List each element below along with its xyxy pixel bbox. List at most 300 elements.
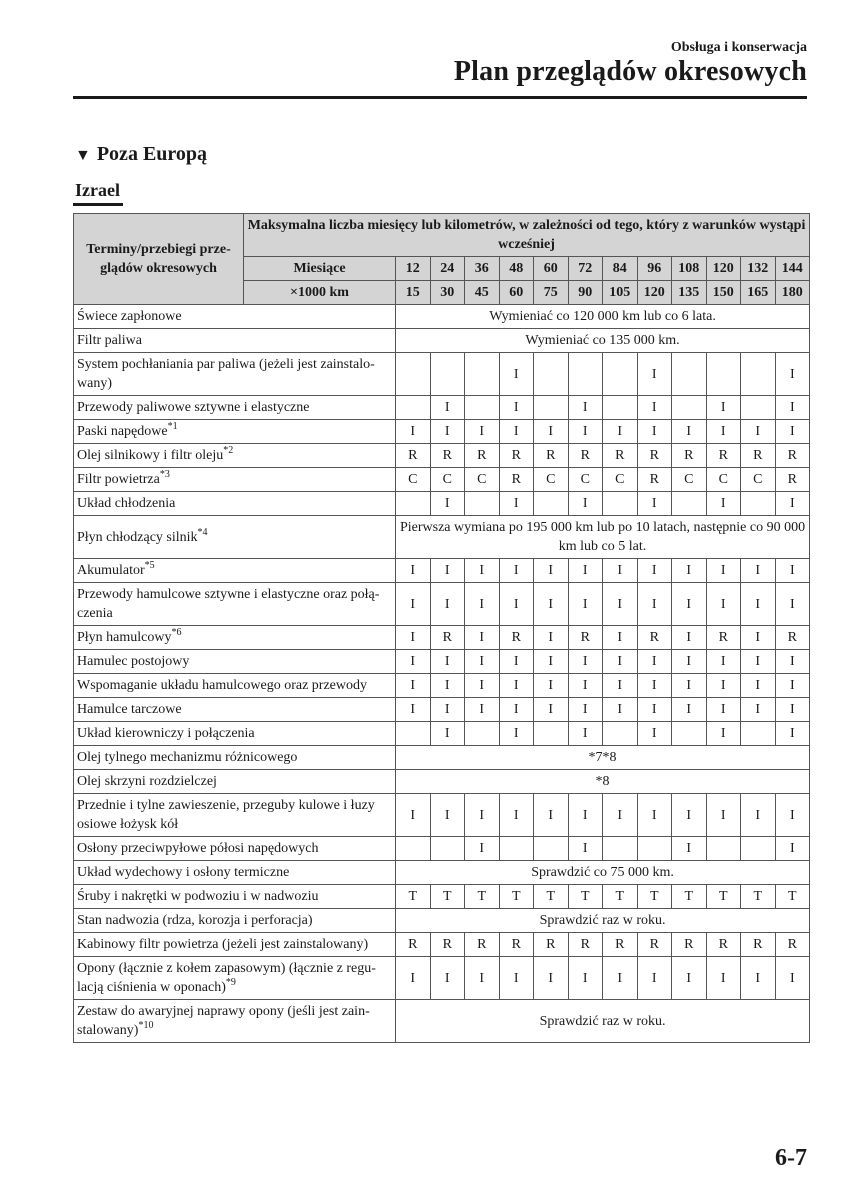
action-cell bbox=[672, 396, 707, 420]
action-cell: I bbox=[706, 957, 741, 1000]
km-header: 15 bbox=[396, 281, 431, 305]
table-row bbox=[74, 698, 810, 722]
action-cell: I bbox=[741, 674, 776, 698]
action-cell: T bbox=[706, 885, 741, 909]
action-cell: R bbox=[706, 444, 741, 468]
action-cell bbox=[396, 353, 431, 396]
km-header: 60 bbox=[499, 281, 534, 305]
action-cell: I bbox=[741, 698, 776, 722]
action-cell: I bbox=[637, 353, 672, 396]
action-cell: I bbox=[396, 698, 431, 722]
action-cell: I bbox=[499, 353, 534, 396]
action-cell bbox=[465, 353, 500, 396]
table-row bbox=[74, 353, 810, 396]
item-label: Kabinowy filtr powietrza (jeżeli jest zainstalowany) bbox=[77, 937, 369, 952]
table-row bbox=[74, 444, 810, 468]
action-cell bbox=[499, 837, 534, 861]
action-cell: R bbox=[741, 933, 776, 957]
action-cell: I bbox=[396, 583, 431, 626]
table-body bbox=[74, 305, 810, 1043]
action-cell bbox=[603, 396, 638, 420]
action-cell bbox=[741, 722, 776, 746]
action-cell: I bbox=[741, 794, 776, 837]
action-cell bbox=[465, 492, 500, 516]
month-header: 120 bbox=[706, 257, 741, 281]
action-cell: I bbox=[775, 837, 810, 861]
action-cell: I bbox=[499, 957, 534, 1000]
action-cell bbox=[465, 396, 500, 420]
item-label: Świece zapłonowe bbox=[77, 309, 182, 324]
action-cell: C bbox=[465, 468, 500, 492]
action-cell: C bbox=[568, 468, 603, 492]
action-cell: R bbox=[741, 444, 776, 468]
action-cell: I bbox=[568, 722, 603, 746]
action-cell bbox=[741, 837, 776, 861]
action-cell: I bbox=[775, 492, 810, 516]
action-cell bbox=[465, 722, 500, 746]
action-cell: R bbox=[396, 933, 431, 957]
item-label: Osłony przeciwpyłowe półosi napędowych bbox=[77, 841, 319, 856]
item-label: Śruby i nakrętki w podwoziu i w nadwoziu bbox=[77, 889, 319, 904]
action-cell: I bbox=[603, 650, 638, 674]
item-label: Hamulce tarczowe bbox=[77, 702, 182, 717]
action-cell: I bbox=[706, 794, 741, 837]
action-cell: I bbox=[430, 583, 465, 626]
table-row bbox=[74, 746, 810, 770]
action-cell bbox=[396, 722, 431, 746]
item-cell bbox=[74, 420, 396, 444]
action-cell: C bbox=[741, 468, 776, 492]
action-cell: T bbox=[568, 885, 603, 909]
footnote-ref: *2 bbox=[223, 445, 234, 456]
month-header: 132 bbox=[741, 257, 776, 281]
action-cell bbox=[534, 353, 569, 396]
item-label: Płyn hamulcowy bbox=[77, 630, 172, 645]
item-cell bbox=[74, 957, 396, 1000]
item-cell bbox=[74, 746, 396, 770]
action-cell: I bbox=[637, 722, 672, 746]
action-cell: R bbox=[534, 933, 569, 957]
action-cell: I bbox=[568, 674, 603, 698]
action-cell bbox=[396, 837, 431, 861]
action-cell: I bbox=[430, 722, 465, 746]
action-cell: I bbox=[672, 698, 707, 722]
action-cell: I bbox=[603, 420, 638, 444]
action-cell bbox=[396, 396, 431, 420]
region-heading: Izrael bbox=[75, 180, 120, 200]
action-cell: R bbox=[637, 933, 672, 957]
action-cell bbox=[637, 837, 672, 861]
item-cell bbox=[74, 770, 396, 794]
action-cell: T bbox=[741, 885, 776, 909]
table-row bbox=[74, 674, 810, 698]
action-cell: I bbox=[706, 396, 741, 420]
item-cell bbox=[74, 492, 396, 516]
action-cell: I bbox=[603, 559, 638, 583]
item-cell bbox=[74, 698, 396, 722]
action-cell: I bbox=[775, 420, 810, 444]
action-cell: I bbox=[637, 420, 672, 444]
item-label: Olej skrzyni rozdzielczej bbox=[77, 774, 217, 789]
table-header bbox=[74, 214, 810, 305]
action-cell: C bbox=[396, 468, 431, 492]
action-cell: I bbox=[741, 650, 776, 674]
item-label: Hamulec postojowy bbox=[77, 654, 190, 669]
km-header: 75 bbox=[534, 281, 569, 305]
action-cell: I bbox=[499, 492, 534, 516]
action-cell: I bbox=[637, 492, 672, 516]
item-cell bbox=[74, 722, 396, 746]
action-cell: I bbox=[706, 420, 741, 444]
action-cell: R bbox=[672, 933, 707, 957]
action-cell: T bbox=[534, 885, 569, 909]
action-cell: I bbox=[465, 698, 500, 722]
item-label: Wspomaganie układu hamulcowego oraz przewody bbox=[77, 678, 368, 693]
item-cell bbox=[74, 794, 396, 837]
action-cell: I bbox=[775, 674, 810, 698]
action-cell: I bbox=[465, 626, 500, 650]
action-cell: I bbox=[775, 698, 810, 722]
action-cell bbox=[534, 492, 569, 516]
action-cell: I bbox=[534, 957, 569, 1000]
action-cell: I bbox=[603, 794, 638, 837]
action-cell: R bbox=[637, 626, 672, 650]
action-cell: I bbox=[775, 722, 810, 746]
table-row bbox=[74, 794, 810, 837]
table-row bbox=[74, 722, 810, 746]
km-header: 90 bbox=[568, 281, 603, 305]
action-cell: I bbox=[741, 420, 776, 444]
action-cell bbox=[672, 722, 707, 746]
table-row bbox=[74, 329, 810, 353]
action-cell: I bbox=[465, 794, 500, 837]
km-header: 30 bbox=[430, 281, 465, 305]
action-cell: I bbox=[465, 957, 500, 1000]
month-header: 24 bbox=[430, 257, 465, 281]
action-cell: R bbox=[568, 933, 603, 957]
action-cell: I bbox=[499, 650, 534, 674]
table-row bbox=[74, 909, 810, 933]
action-cell bbox=[603, 353, 638, 396]
item-cell bbox=[74, 933, 396, 957]
action-cell: I bbox=[568, 698, 603, 722]
footnote-ref: *4 bbox=[197, 526, 208, 538]
action-cell: I bbox=[534, 420, 569, 444]
item-label: Opony (łącznie z kołem zapasowym) (łącznie z regu-lacją ciśnienia w oponach) bbox=[77, 961, 376, 995]
action-cell: I bbox=[499, 722, 534, 746]
action-cell: T bbox=[603, 885, 638, 909]
action-cell: I bbox=[465, 583, 500, 626]
action-cell: R bbox=[603, 444, 638, 468]
action-cell: C bbox=[672, 468, 707, 492]
action-cell: I bbox=[396, 650, 431, 674]
item-cell bbox=[74, 909, 396, 933]
action-cell: I bbox=[672, 957, 707, 1000]
action-cell: I bbox=[672, 837, 707, 861]
action-cell: I bbox=[637, 674, 672, 698]
action-cell: I bbox=[706, 722, 741, 746]
action-cell: R bbox=[465, 444, 500, 468]
action-cell: R bbox=[430, 933, 465, 957]
action-cell: I bbox=[706, 559, 741, 583]
item-cell bbox=[74, 626, 396, 650]
action-cell: R bbox=[534, 444, 569, 468]
action-cell: R bbox=[499, 933, 534, 957]
action-cell: I bbox=[672, 650, 707, 674]
action-cell bbox=[534, 837, 569, 861]
action-cell: I bbox=[706, 674, 741, 698]
action-cell bbox=[672, 353, 707, 396]
action-cell: R bbox=[465, 933, 500, 957]
subsection-title: Poza Europą bbox=[96, 143, 208, 165]
page-number: 6-7 bbox=[775, 1145, 807, 1171]
action-cell: I bbox=[396, 794, 431, 837]
footnote-ref: *3 bbox=[159, 469, 170, 480]
action-cell: I bbox=[741, 583, 776, 626]
action-cell: I bbox=[499, 698, 534, 722]
item-cell bbox=[74, 329, 396, 353]
action-cell: I bbox=[603, 626, 638, 650]
action-cell: I bbox=[775, 794, 810, 837]
action-cell: I bbox=[430, 420, 465, 444]
table-row bbox=[74, 770, 810, 794]
action-cell: T bbox=[775, 885, 810, 909]
action-cell: I bbox=[534, 626, 569, 650]
action-cell: R bbox=[430, 444, 465, 468]
footnote-ref: *9 bbox=[225, 977, 236, 988]
action-cell bbox=[430, 353, 465, 396]
action-cell: I bbox=[637, 794, 672, 837]
item-label: Filtr powietrza bbox=[77, 472, 160, 487]
action-cell bbox=[603, 722, 638, 746]
item-cell bbox=[74, 885, 396, 909]
action-cell: I bbox=[465, 420, 500, 444]
action-cell: R bbox=[672, 444, 707, 468]
action-cell: I bbox=[637, 650, 672, 674]
action-cell: I bbox=[534, 650, 569, 674]
action-cell: I bbox=[775, 396, 810, 420]
action-cell: I bbox=[637, 698, 672, 722]
action-cell: R bbox=[706, 626, 741, 650]
table-row bbox=[74, 885, 810, 909]
action-cell: I bbox=[568, 837, 603, 861]
action-cell: C bbox=[706, 468, 741, 492]
action-cell: I bbox=[741, 559, 776, 583]
item-label: Płyn chłodzący silnik bbox=[77, 529, 198, 545]
action-cell bbox=[741, 396, 776, 420]
item-label: Olej tylnego mechanizmu różnicowego bbox=[77, 750, 298, 765]
month-header: 108 bbox=[672, 257, 707, 281]
action-cell: I bbox=[672, 583, 707, 626]
month-header: 36 bbox=[465, 257, 500, 281]
action-cell: R bbox=[706, 933, 741, 957]
action-cell: R bbox=[568, 626, 603, 650]
action-cell: I bbox=[672, 420, 707, 444]
action-cell: T bbox=[672, 885, 707, 909]
month-header: 96 bbox=[637, 257, 672, 281]
month-header: 144 bbox=[775, 257, 810, 281]
action-cell: I bbox=[637, 583, 672, 626]
table-row bbox=[74, 396, 810, 420]
item-label: Przednie i tylne zawieszenie, przeguby kulowe i łuzy osiowe łożysk kół bbox=[77, 798, 375, 832]
interval-note: *7*8 bbox=[396, 746, 810, 770]
month-header: 48 bbox=[499, 257, 534, 281]
item-cell bbox=[74, 468, 396, 492]
section-label: Obsługa i konserwacja bbox=[670, 40, 807, 55]
action-cell: I bbox=[499, 396, 534, 420]
action-cell: I bbox=[396, 559, 431, 583]
action-cell: I bbox=[775, 957, 810, 1000]
month-header: 12 bbox=[396, 257, 431, 281]
months-label: Miesiące bbox=[244, 257, 396, 281]
item-cell bbox=[74, 674, 396, 698]
interval-note: Pierwsza wymiana po 195 000 km lub po 10 latach, następnie co 90 000 km lub co 5 lat. bbox=[396, 516, 810, 559]
item-cell bbox=[74, 861, 396, 885]
action-cell: I bbox=[430, 794, 465, 837]
action-cell: I bbox=[396, 420, 431, 444]
action-cell bbox=[603, 837, 638, 861]
interval-note: Wymieniać co 120 000 km lub co 6 lata. bbox=[396, 305, 810, 329]
action-cell: I bbox=[499, 583, 534, 626]
action-cell: I bbox=[534, 583, 569, 626]
action-cell: I bbox=[465, 837, 500, 861]
action-cell: R bbox=[430, 626, 465, 650]
action-cell: I bbox=[568, 492, 603, 516]
item-label: Paski napędowe bbox=[77, 424, 168, 439]
action-cell: C bbox=[430, 468, 465, 492]
action-cell: I bbox=[534, 794, 569, 837]
subsection-heading bbox=[75, 143, 207, 166]
month-header: 72 bbox=[568, 257, 603, 281]
item-label: Stan nadwozia (rdza, korozja i perforacja) bbox=[77, 913, 313, 928]
action-cell: I bbox=[568, 396, 603, 420]
item-cell bbox=[74, 516, 396, 559]
footnote-ref: *5 bbox=[144, 560, 155, 571]
action-cell: T bbox=[465, 885, 500, 909]
item-label: Układ chłodzenia bbox=[77, 496, 176, 511]
action-cell: I bbox=[430, 674, 465, 698]
action-cell bbox=[568, 353, 603, 396]
action-cell: I bbox=[706, 650, 741, 674]
action-cell: I bbox=[637, 957, 672, 1000]
action-cell bbox=[430, 837, 465, 861]
action-cell: I bbox=[568, 794, 603, 837]
footnote-ref: *1 bbox=[167, 421, 178, 432]
action-cell: I bbox=[568, 650, 603, 674]
table-row bbox=[74, 583, 810, 626]
action-cell: I bbox=[672, 674, 707, 698]
table-row bbox=[74, 626, 810, 650]
action-cell: I bbox=[499, 794, 534, 837]
maintenance-schedule-table bbox=[73, 213, 810, 1043]
triangle-down-icon: ▼ bbox=[75, 147, 91, 164]
action-cell: R bbox=[775, 626, 810, 650]
action-cell: I bbox=[396, 626, 431, 650]
action-cell: R bbox=[499, 626, 534, 650]
action-cell: I bbox=[775, 559, 810, 583]
km-header: 120 bbox=[637, 281, 672, 305]
interval-note: Sprawdzić co 75 000 km. bbox=[396, 861, 810, 885]
action-cell: I bbox=[430, 957, 465, 1000]
action-cell: R bbox=[775, 468, 810, 492]
action-cell: I bbox=[430, 559, 465, 583]
km-header: 165 bbox=[741, 281, 776, 305]
item-cell bbox=[74, 583, 396, 626]
footnote-ref: *10 bbox=[138, 1020, 154, 1031]
action-cell: I bbox=[499, 559, 534, 583]
action-cell: I bbox=[603, 583, 638, 626]
action-cell: C bbox=[534, 468, 569, 492]
action-cell: C bbox=[603, 468, 638, 492]
item-label: Układ wydechowy i osłony termiczne bbox=[77, 865, 290, 880]
action-cell: T bbox=[430, 885, 465, 909]
action-cell: I bbox=[465, 674, 500, 698]
action-cell: I bbox=[568, 957, 603, 1000]
action-cell: I bbox=[603, 698, 638, 722]
action-cell: R bbox=[637, 468, 672, 492]
action-cell: I bbox=[775, 650, 810, 674]
action-cell: I bbox=[568, 583, 603, 626]
action-cell bbox=[706, 353, 741, 396]
action-cell: R bbox=[637, 444, 672, 468]
action-cell bbox=[534, 396, 569, 420]
action-cell: I bbox=[637, 559, 672, 583]
action-cell: R bbox=[568, 444, 603, 468]
action-cell: I bbox=[672, 626, 707, 650]
action-cell: I bbox=[775, 353, 810, 396]
table-row bbox=[74, 1000, 810, 1043]
action-cell: R bbox=[775, 444, 810, 468]
action-cell: I bbox=[430, 650, 465, 674]
item-cell bbox=[74, 353, 396, 396]
region-rule bbox=[73, 203, 123, 206]
action-cell bbox=[741, 492, 776, 516]
km-header: 180 bbox=[775, 281, 810, 305]
item-cell bbox=[74, 444, 396, 468]
action-cell: I bbox=[741, 626, 776, 650]
item-label: System pochłaniania par paliwa (jeżeli jest zainstalo-wany) bbox=[77, 357, 375, 391]
action-cell: I bbox=[396, 957, 431, 1000]
item-label: Układ kierowniczy i połączenia bbox=[77, 726, 255, 741]
month-header: 84 bbox=[603, 257, 638, 281]
interval-note: Wymieniać co 135 000 km. bbox=[396, 329, 810, 353]
action-cell: I bbox=[603, 957, 638, 1000]
interval-note: Sprawdzić raz w roku. bbox=[396, 909, 810, 933]
table-row bbox=[74, 516, 810, 559]
action-cell: I bbox=[775, 583, 810, 626]
action-cell: I bbox=[534, 698, 569, 722]
item-cell bbox=[74, 1000, 396, 1043]
action-cell: I bbox=[430, 698, 465, 722]
table-row bbox=[74, 420, 810, 444]
item-cell bbox=[74, 559, 396, 583]
header-row-max bbox=[74, 214, 810, 257]
action-cell bbox=[741, 353, 776, 396]
action-cell bbox=[672, 492, 707, 516]
table-row bbox=[74, 305, 810, 329]
action-cell: I bbox=[430, 396, 465, 420]
km-header: 105 bbox=[603, 281, 638, 305]
table-row bbox=[74, 861, 810, 885]
max-header: Maksymalna liczba miesięcy lub kilometrów, w zależności od tego, który z warunków wystąpi wcześniej bbox=[244, 214, 810, 257]
action-cell: I bbox=[706, 492, 741, 516]
km-label: ×1000 km bbox=[244, 281, 396, 305]
action-cell: I bbox=[603, 674, 638, 698]
action-cell: I bbox=[672, 794, 707, 837]
action-cell bbox=[603, 492, 638, 516]
item-cell bbox=[74, 305, 396, 329]
action-cell: I bbox=[430, 492, 465, 516]
